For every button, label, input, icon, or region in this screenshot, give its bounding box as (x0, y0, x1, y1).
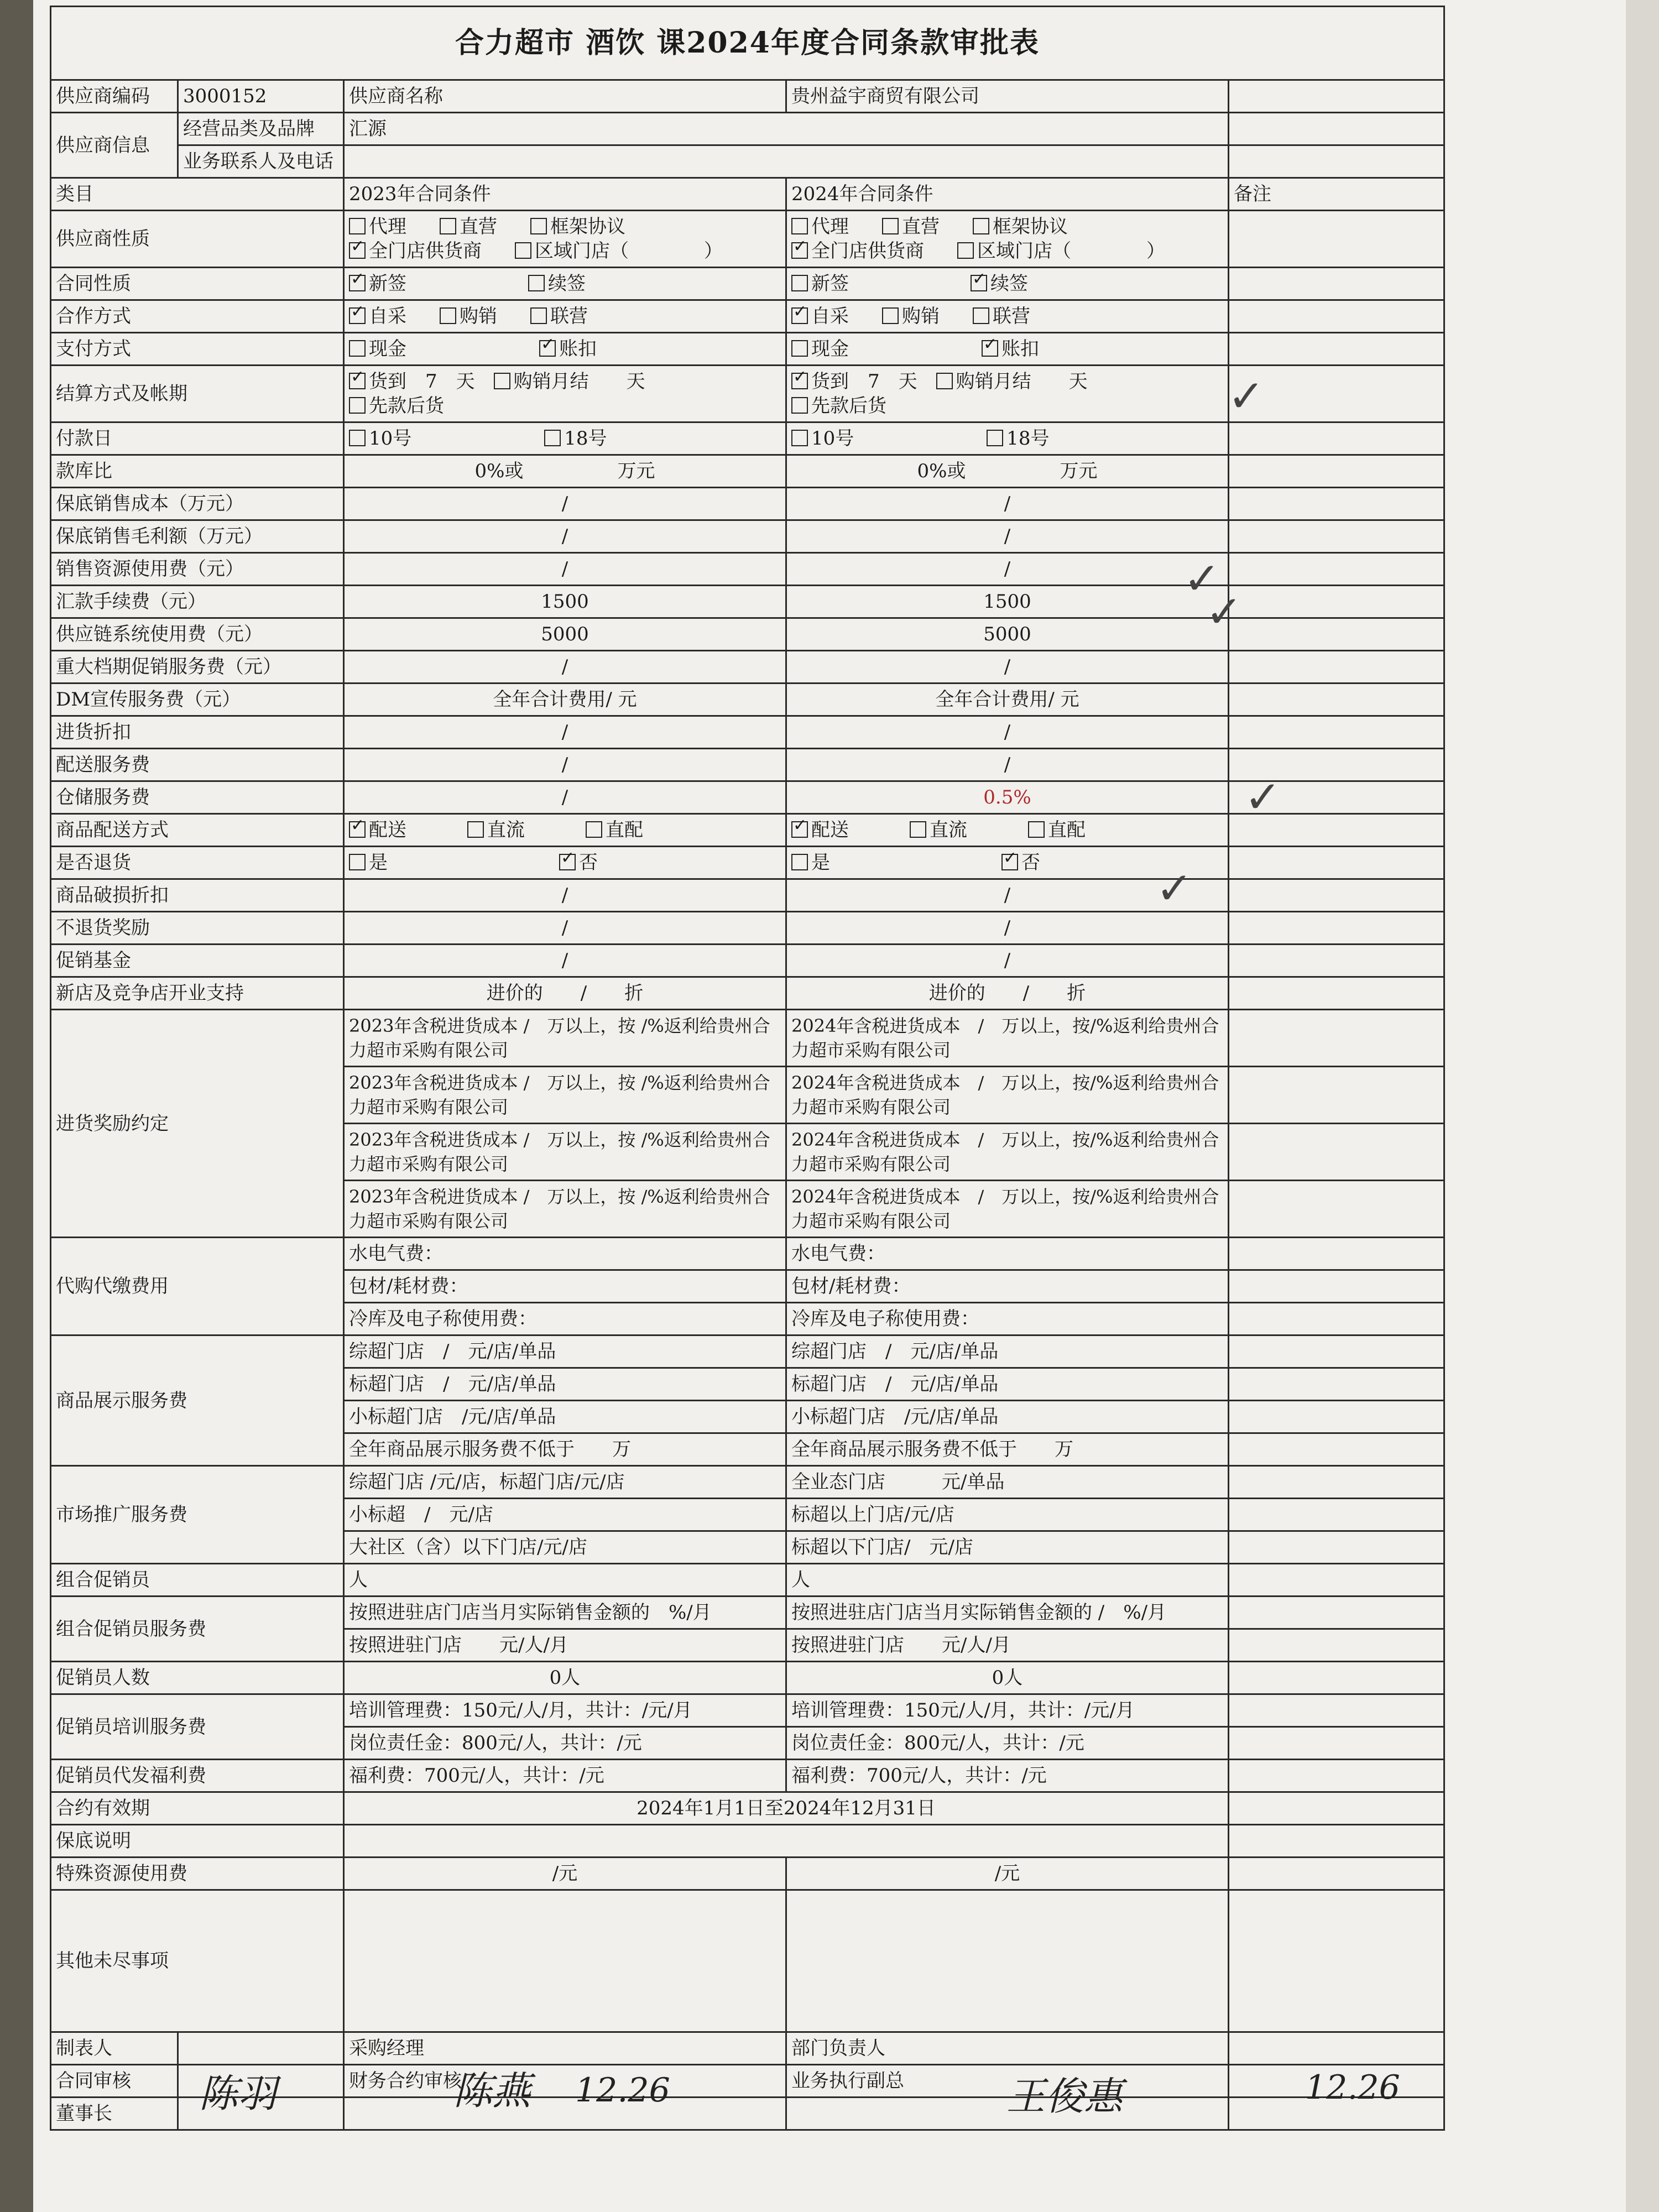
display-item: 综超门店 / 元/店/单品 (786, 1335, 1229, 1368)
check-mark-icon: ✓ (1206, 586, 1243, 638)
display-total: 全年商品展示服务费不低于 万 (344, 1433, 786, 1466)
checkbox[interactable] (530, 218, 547, 234)
chairman-label: 董事长 (51, 2098, 178, 2130)
check-mark-icon: ✓ (1228, 371, 1265, 422)
checkbox-checked[interactable] (349, 242, 366, 259)
agency-item: 冷库及电子称使用费： (344, 1303, 786, 1335)
market-item: 标超以下门店/ 元/店 (786, 1531, 1229, 1564)
pay-day-2023: 10号 18号 (344, 422, 786, 455)
fee-2023: / (344, 945, 786, 977)
maker-sign-cell (178, 2032, 344, 2065)
purchase-signature: 陈燕 (453, 2068, 531, 2114)
market-label: 市场推广服务费 (51, 1466, 344, 1564)
empty-cell (1229, 1181, 1444, 1238)
empty-cell (1229, 1792, 1444, 1825)
empty-cell (1229, 455, 1444, 488)
checkbox[interactable] (467, 821, 484, 838)
market-item: 全业态门店 元/单品 (786, 1466, 1229, 1499)
combo-fee-line: 按照进驻门店 元/人/月 (786, 1629, 1229, 1662)
empty-cell (1229, 211, 1444, 268)
empty-cell (1229, 684, 1444, 716)
fee-2024: / (786, 553, 1229, 586)
fee-2023: / (344, 912, 786, 945)
supplier-code-label: 供应商编码 (51, 80, 178, 113)
empty-cell (1229, 879, 1444, 912)
fee-2023: / (344, 716, 786, 749)
supplier-name-label: 供应商名称 (344, 80, 786, 113)
maker-label: 制表人 (51, 2032, 178, 2065)
empty-cell (1229, 847, 1444, 879)
fee-2024: / (786, 488, 1229, 520)
empty-cell (1229, 1335, 1444, 1368)
page-edge (1626, 0, 1659, 2212)
dept-date: 12.26 (1305, 2068, 1400, 2107)
welfare-2024: 福利费：700元/人，共计：/元 (786, 1760, 1229, 1792)
maker-signature: 陈羽 (199, 2071, 276, 2116)
coop-2023: ✓ 自采 购销 联营 (344, 300, 786, 333)
empty-cell (1229, 1499, 1444, 1531)
empty-cell (1229, 80, 1444, 113)
empty-cell (1229, 1531, 1444, 1564)
checkbox[interactable] (791, 430, 808, 446)
check-mark-icon: ✓ (1183, 553, 1221, 604)
coop-2024: ✓ 自采 购销 联营 (786, 300, 1229, 333)
empty-cell (1229, 1564, 1444, 1597)
display-total: 全年商品展示服务费不低于 万 (786, 1433, 1229, 1466)
fee-2024-storage: 0.5% (786, 781, 1229, 814)
welfare-2023: 福利费：700元/人，共计：/元 (344, 1760, 786, 1792)
contract-type-2023: ✓ 新签 续签 (344, 268, 786, 300)
fee-label: 保底销售成本（万元） (51, 488, 344, 520)
combo-label: 组合促销员 (51, 1564, 344, 1597)
pay-method-label: 支付方式 (51, 333, 344, 366)
checkbox[interactable] (544, 430, 561, 446)
pay-method-2024: 现金✓ 账扣 (786, 333, 1229, 366)
delivery-2023: ✓ 配送 直流 直配 (344, 814, 786, 847)
fee-2024: / (786, 945, 1229, 977)
checkbox[interactable] (349, 854, 366, 870)
checkbox[interactable] (440, 218, 456, 234)
delivery-label: 商品配送方式 (51, 814, 344, 847)
checkbox[interactable] (349, 218, 366, 234)
empty-cell (1229, 1124, 1444, 1181)
display-item: 小标超门店 /元/店/单品 (344, 1401, 786, 1433)
fee-label: 促销基金 (51, 945, 344, 977)
empty-cell (1229, 520, 1444, 553)
contract-type-2024: 新签✓ 续签 (786, 268, 1229, 300)
new-store-2023: 进价的 / 折 (344, 977, 786, 1010)
checkbox[interactable] (515, 242, 531, 259)
return-2023: 是✓ 否 (344, 847, 786, 879)
supplier-code: 3000152 (178, 80, 344, 113)
combo-fee-label: 组合促销员服务费 (51, 1597, 344, 1662)
fee-2023: / (344, 488, 786, 520)
checkbox[interactable] (440, 307, 456, 324)
checkbox[interactable] (530, 307, 547, 324)
empty-cell (1229, 586, 1444, 618)
new-store-label: 新店及竞争店开业支持 (51, 977, 344, 1010)
other-2023 (344, 1890, 786, 2032)
empty-cell (1229, 333, 1444, 366)
combo-fee-line: 按照进驻门店 元/人/月 (344, 1629, 786, 1662)
contact-value (344, 145, 1229, 178)
fee-label: DM宣传服务费（元） (51, 684, 344, 716)
display-item: 小标超门店 /元/店/单品 (786, 1401, 1229, 1433)
checkbox[interactable] (528, 275, 545, 291)
empty-cell (1229, 1466, 1444, 1499)
market-item: 大社区（含）以下门店/元/店 (344, 1531, 786, 1564)
checkbox[interactable] (882, 307, 899, 324)
empty-cell (1229, 1238, 1444, 1270)
empty-cell (1229, 1727, 1444, 1760)
fee-label: 销售资源使用费（元） (51, 553, 344, 586)
empty-cell (1229, 2032, 1444, 2065)
fee-2024: / (786, 879, 1229, 912)
new-store-2024: 进价的 / 折 (786, 977, 1229, 1010)
contract-type-label: 合同性质 (51, 268, 344, 300)
fee-2023: / (344, 781, 786, 814)
fee-2023: 5000 (344, 618, 786, 651)
purchase-mgr-label: 采购经理 (344, 2032, 786, 2065)
empty-cell (1229, 422, 1444, 455)
special-label: 特殊资源使用费 (51, 1858, 344, 1890)
checkbox[interactable] (494, 373, 510, 389)
return-label: 是否退货 (51, 847, 344, 879)
checkbox[interactable] (957, 242, 974, 259)
stock-ratio-2024: 0%或 万元 (786, 455, 1229, 488)
guarantee-value (344, 1825, 1229, 1858)
checkbox[interactable] (791, 397, 808, 414)
category-label: 经营品类及品牌 (178, 113, 344, 145)
display-item: 标超门店 / 元/店/单品 (344, 1368, 786, 1401)
checkbox-checked[interactable] (791, 307, 808, 324)
checkbox[interactable] (973, 307, 989, 324)
settle-label: 结算方式及帐期 (51, 366, 344, 422)
check-mark-icon: ✓ (1156, 863, 1193, 914)
checkbox-checked[interactable] (982, 340, 998, 357)
empty-cell (1229, 1368, 1444, 1401)
welfare-label: 促销员代发福利费 (51, 1760, 344, 1792)
empty-cell (1229, 1662, 1444, 1694)
fee-2024: / (786, 520, 1229, 553)
validity-value: 2024年1月1日至2024年12月31日 (344, 1792, 1229, 1825)
rebate-2023: 2023年含税进货成本 / 万以上，按 /%返利给贵州合力超市采购有限公司 (344, 1181, 786, 1238)
empty-cell (1229, 1825, 1444, 1858)
fee-2024: 全年合计费用/ 元 (786, 684, 1229, 716)
category-value: 汇源 (344, 113, 1229, 145)
finance-review-label: 财务合约审核 (344, 2065, 786, 2098)
pay-day-2024: 10号 18号 (786, 422, 1229, 455)
approval-form (50, 6, 1445, 2131)
fee-2024: / (786, 651, 1229, 684)
promoter-count-2023: 0人 (344, 1662, 786, 1694)
settle-2023: ✓货到 7 天 购销月结 天 先款后货 (344, 366, 786, 422)
checkbox[interactable] (349, 430, 366, 446)
empty-cell (1229, 716, 1444, 749)
combo-2024: 人 (786, 1564, 1229, 1597)
empty-cell (1229, 488, 1444, 520)
empty-cell (1229, 1858, 1444, 1890)
empty-cell (1229, 1303, 1444, 1335)
pay-day-label: 付款日 (51, 422, 344, 455)
special-2023: /元 (344, 1858, 786, 1890)
empty-cell (1229, 912, 1444, 945)
checkbox-checked[interactable] (349, 821, 366, 838)
rebate-2024: 2024年含税进货成本 / 万以上，按/%返利给贵州合力超市采购有限公司 (786, 1010, 1229, 1067)
checkbox[interactable] (586, 821, 602, 838)
special-2024: /元 (786, 1858, 1229, 1890)
agency-item: 包材/耗材费： (344, 1270, 786, 1303)
fee-label: 不退货奖励 (51, 912, 344, 945)
rebate-2023: 2023年含税进货成本 / 万以上，按 /%返利给贵州合力超市采购有限公司 (344, 1010, 786, 1067)
header-remark: 备注 (1229, 178, 1444, 211)
fee-2024: / (786, 749, 1229, 781)
empty-cell (1229, 1067, 1444, 1124)
market-item: 综超门店 /元/店，标超门店/元/店 (344, 1466, 786, 1499)
fee-2024: 1500 (786, 586, 1229, 618)
fee-2024: 5000 (786, 618, 1229, 651)
checkbox-checked[interactable] (349, 275, 366, 291)
header-2023: 2023年合同条件 (344, 178, 786, 211)
fee-label: 重大档期促销服务费（元） (51, 651, 344, 684)
training-line: 培训管理费：150元/人/月，共计：/元/月 (344, 1694, 786, 1727)
return-2024: 是✓ 否 (786, 847, 1229, 879)
fee-2023: / (344, 553, 786, 586)
empty-cell (1229, 977, 1444, 1010)
checkbox[interactable] (791, 275, 808, 291)
empty-cell (1229, 1629, 1444, 1662)
fee-2023: / (344, 749, 786, 781)
training-line: 岗位责任金：800元/人，共计：/元 (344, 1727, 786, 1760)
checkbox[interactable] (349, 397, 366, 414)
header-item: 类目 (51, 178, 344, 211)
fee-label: 配送服务费 (51, 749, 344, 781)
rebate-2023: 2023年含税进货成本 / 万以上，按 /%返利给贵州合力超市采购有限公司 (344, 1067, 786, 1124)
empty-cell (1229, 651, 1444, 684)
checkbox-checked[interactable] (791, 373, 808, 389)
checkbox-checked[interactable] (1001, 854, 1018, 870)
rebate-2024: 2024年含税进货成本 / 万以上，按/%返利给贵州合力超市采购有限公司 (786, 1181, 1229, 1238)
training-line: 岗位责任金：800元/人，共计：/元 (786, 1727, 1229, 1760)
empty-cell (1229, 1760, 1444, 1792)
agency-item: 包材/耗材费： (786, 1270, 1229, 1303)
fee-label: 汇款手续费（元） (51, 586, 344, 618)
checkbox-checked[interactable] (971, 275, 987, 291)
market-item: 小标超 / 元/店 (344, 1499, 786, 1531)
checkbox-checked[interactable] (791, 242, 808, 259)
empty-cell (1229, 1694, 1444, 1727)
empty-cell (1229, 113, 1444, 145)
checkbox[interactable] (791, 340, 808, 357)
form-title: 合力超市 酒饮 课2024年度合同条款审批表 (51, 7, 1444, 80)
display-label: 商品展示服务费 (51, 1335, 344, 1466)
rebate-2023: 2023年含税进货成本 / 万以上，按 /%返利给贵州合力超市采购有限公司 (344, 1124, 786, 1181)
checkbox-checked[interactable] (559, 854, 576, 870)
checkbox-checked[interactable] (539, 340, 556, 357)
empty-cell (344, 2098, 786, 2130)
pay-method-2023: 现金✓ 账扣 (344, 333, 786, 366)
fee-label: 商品破损折扣 (51, 879, 344, 912)
header-2024: 2024年合同条件 (786, 178, 1229, 211)
empty-cell (1229, 1597, 1444, 1629)
other-2024 (786, 1890, 1229, 2032)
fee-2023: / (344, 879, 786, 912)
fee-label: 进货折扣 (51, 716, 344, 749)
contact-label: 业务联系人及电话 (178, 145, 344, 178)
checkbox[interactable] (910, 821, 926, 838)
check-mark-icon: ✓ (1244, 771, 1282, 823)
agency-item: 水电气费： (786, 1238, 1229, 1270)
nature-label: 供应商性质 (51, 211, 344, 268)
agency-label: 代购代缴费用 (51, 1238, 344, 1335)
coop-label: 合作方式 (51, 300, 344, 333)
display-item: 标超门店 / 元/店/单品 (786, 1368, 1229, 1401)
dept-head-label: 部门负责人 (786, 2032, 1229, 2065)
market-item: 标超以上门店/元/店 (786, 1499, 1229, 1531)
combo-2023: 人 (344, 1564, 786, 1597)
empty-cell (1229, 300, 1444, 333)
fee-label: 保底销售毛利额（万元） (51, 520, 344, 553)
rebate-2024: 2024年含税进货成本 / 万以上，按/%返利给贵州合力超市采购有限公司 (786, 1124, 1229, 1181)
empty-cell (1229, 945, 1444, 977)
vp-label: 业务执行副总 (786, 2065, 1229, 2098)
purchase-date: 12.26 (575, 2071, 670, 2110)
promoter-count-label: 促销员人数 (51, 1662, 344, 1694)
checkbox[interactable] (349, 340, 366, 357)
fee-2023: 全年合计费用/ 元 (344, 684, 786, 716)
empty-cell (1229, 268, 1444, 300)
empty-cell (1229, 618, 1444, 651)
fee-2024: / (786, 912, 1229, 945)
checkbox[interactable] (936, 373, 953, 389)
display-item: 综超门店 / 元/店/单品 (344, 1335, 786, 1368)
agency-item: 水电气费： (344, 1238, 786, 1270)
settle-2024: ✓货到 7 天 购销月结 天 先款后货 (786, 366, 1229, 422)
combo-fee-line: 按照进驻店门店当月实际销售金额的 / %/月 (786, 1597, 1229, 1629)
empty-cell (1229, 1010, 1444, 1067)
stock-ratio-label: 款库比 (51, 455, 344, 488)
rebate-2024: 2024年含税进货成本 / 万以上，按/%返利给贵州合力超市采购有限公司 (786, 1067, 1229, 1124)
fee-2023: / (344, 520, 786, 553)
checkbox[interactable] (973, 218, 989, 234)
supplier-info-label: 供应商信息 (51, 113, 178, 178)
checkbox[interactable] (791, 854, 808, 870)
promoter-count-2024: 0人 (786, 1662, 1229, 1694)
combo-fee-line: 按照进驻店门店当月实际销售金额的 %/月 (344, 1597, 786, 1629)
training-line: 培训管理费：150元/人/月，共计：/元/月 (786, 1694, 1229, 1727)
empty-cell (1229, 553, 1444, 586)
empty-cell (1229, 1890, 1444, 2032)
other-label: 其他未尽事项 (51, 1890, 344, 2032)
fee-label: 仓储服务费 (51, 781, 344, 814)
agency-item: 冷库及电子称使用费： (786, 1303, 1229, 1335)
delivery-2024: ✓ 配送 直流 直配 (786, 814, 1229, 847)
fee-label: 供应链系统使用费（元） (51, 618, 344, 651)
empty-cell (1229, 1270, 1444, 1303)
supplier-name: 贵州益宇商贸有限公司 (786, 80, 1229, 113)
nature-2023: 代理 直营 框架协议 ✓全门店供货商 区域门店（ ） (344, 211, 786, 268)
rebate-label: 进货奖励约定 (51, 1010, 344, 1238)
checkbox[interactable] (882, 218, 899, 234)
training-label: 促销员培训服务费 (51, 1694, 344, 1760)
stock-ratio-2023: 0%或 万元 (344, 455, 786, 488)
checkbox-checked[interactable] (791, 821, 808, 838)
checkbox[interactable] (791, 218, 808, 234)
checkbox-checked[interactable] (349, 373, 366, 389)
guarantee-label: 保底说明 (51, 1825, 344, 1858)
validity-label: 合约有效期 (51, 1792, 344, 1825)
checkbox[interactable] (987, 430, 1003, 446)
contract-review-label: 合同审核 (51, 2065, 178, 2098)
nature-2024: 代理 直营 框架协议 ✓全门店供货商 区域门店（ ） (786, 211, 1229, 268)
empty-cell (1229, 1433, 1444, 1466)
fee-2023: 1500 (344, 586, 786, 618)
empty-cell (1229, 145, 1444, 178)
empty-cell (1229, 1401, 1444, 1433)
fee-2023: / (344, 651, 786, 684)
checkbox-checked[interactable] (349, 307, 366, 324)
checkbox[interactable] (1028, 821, 1045, 838)
fee-2024: / (786, 716, 1229, 749)
dept-signature: 王俊惠 (1006, 2074, 1123, 2119)
